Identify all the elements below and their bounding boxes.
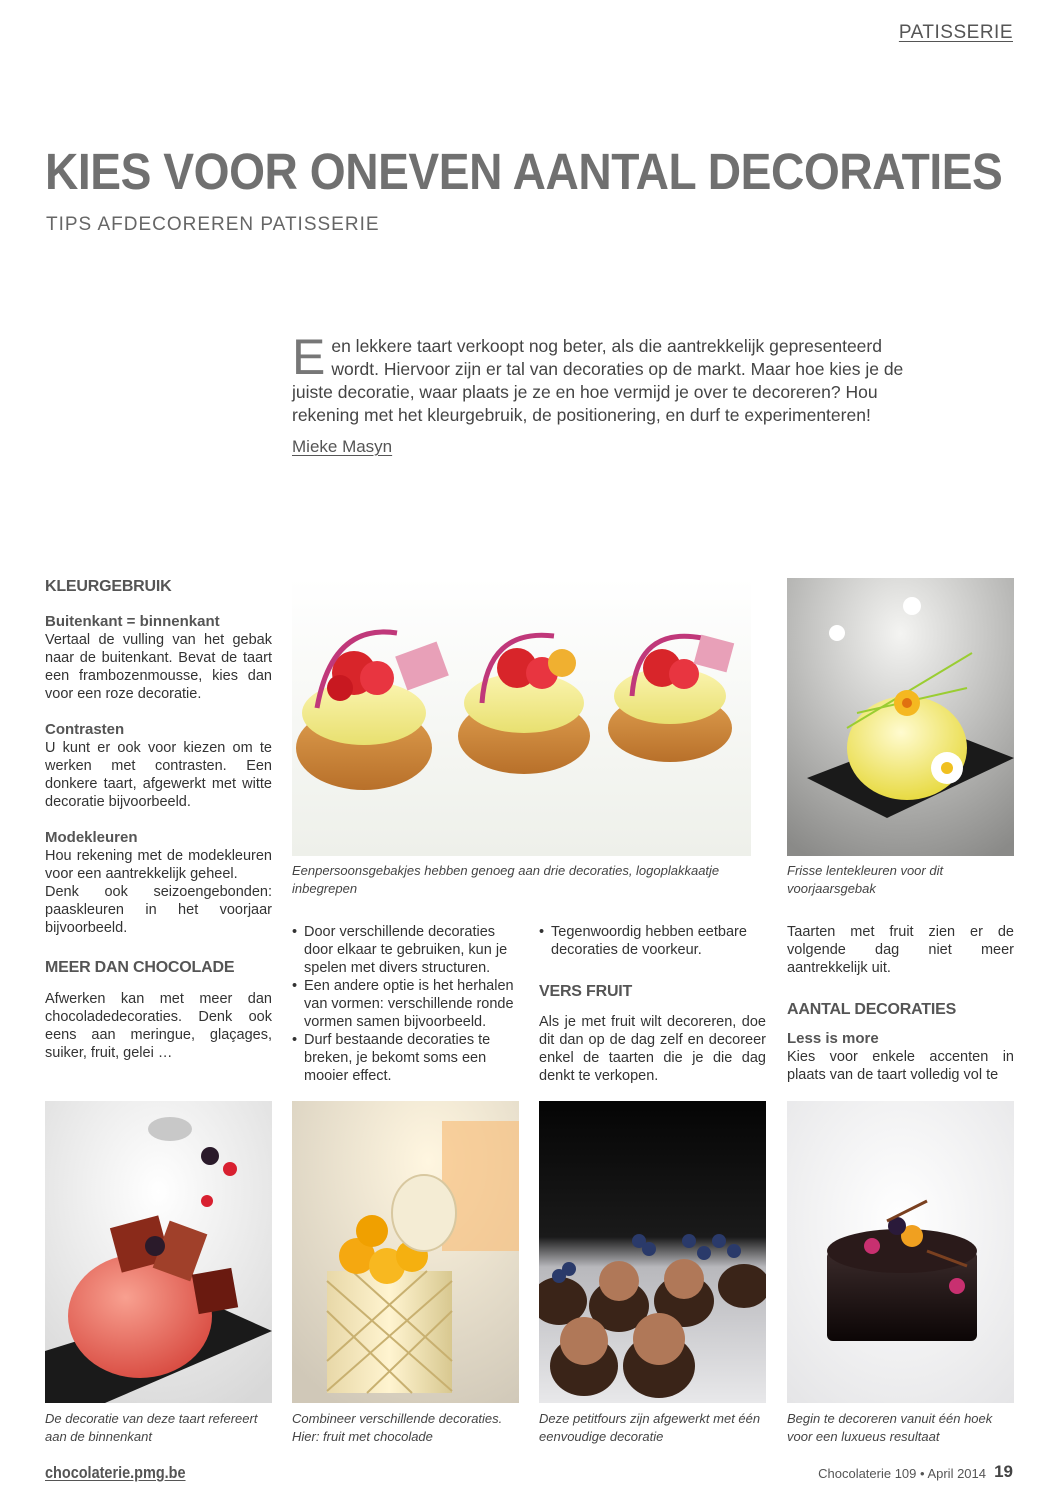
bullet-item: • Durf bestaande decoraties te breken, je bekomt soms een mooier effect. (292, 1031, 519, 1085)
page-number: 19 (994, 1462, 1013, 1481)
caption-spring-dome: Frisse lentekleuren voor dit voorjaarsgebak (787, 863, 944, 896)
subheading-buitenkant: Buitenkant = binnenkant (45, 613, 220, 630)
photo-pink-dome (45, 1101, 272, 1403)
intro-text: en lekkere taart verkoopt nog beter, als die aantrekkelijk gepresenteerd wordt. Hiervoor zijn er tal van decoraties op de markt. Maar hoe kies je de juiste decoratie, waar plaats je ze en hoe vermijd je over te decoreren? Hou rekening met het kleurgebruik, de positionering, en durf te experimenteren! (292, 336, 904, 425)
caption-white-chocolate-cup: Combineer verschillende decoraties. Hier: fruit met chocolade (292, 1411, 503, 1444)
footer-website-link[interactable]: chocolaterie.pmg.be (45, 1463, 186, 1482)
photo-dark-glazed-cake (787, 1101, 1014, 1403)
section-tag: PATISSERIE (898, 22, 1013, 43)
text-fruit-volgende-dag: Taarten met fruit zien er de volgende dag niet meer aantrekkelijk uit. (787, 924, 1014, 976)
text-meer-dan-chocolade: Afwerken kan met meer dan chocoladedecoraties. Denk ook eens aan meringue, glaçages, suiker, fruit, gelei … (45, 991, 272, 1061)
heading-kleurgebruik: KLEURGEBRUIK (45, 578, 172, 595)
photo-white-chocolate-cup (292, 1101, 519, 1403)
text-modekleuren: Hou rekening met de modekleuren voor een aantrekkelijk geheel. (45, 848, 272, 882)
text-vers-fruit: Als je met fruit wilt decoreren, doe dit dan op de dag zelf en decoreer enkel de taarten die je die dag denkt te verkopen. (539, 1014, 766, 1084)
photo-petitfours (539, 1101, 766, 1403)
text-buitenkant: Vertaal de vulling van het gebak naar de buitenkant. Bevat de taart een frambozenmousse, kies dan voor een roze decoratie. (45, 632, 272, 702)
column-kleurgebruik (45, 578, 272, 1062)
photo-tartlets (292, 578, 751, 856)
caption-petitfours: Deze petitfours zijn afgewerkt met één eenvoudige decoratie (539, 1411, 761, 1444)
intro-dropcap: E (292, 329, 326, 385)
subheading-contrasten: Contrasten (45, 721, 125, 738)
heading-meer-dan-chocolade: MEER DAN CHOCOLADE (45, 959, 235, 976)
article-subtitle: TIPS AFDECOREREN PATISSERIE (46, 214, 380, 235)
intro-paragraph (292, 329, 932, 427)
column-vers-fruit (539, 923, 766, 1085)
article-title: KIES VOOR ONEVEN AANTAL DECORATIES (45, 143, 1003, 200)
caption-pink-dome: De decoratie van deze taart refereert aan de binnenkant (45, 1411, 258, 1444)
caption-tartlets: Eenpersoonsgebakjes hebben genoeg aan drie decoraties, logoplakkaatje inbegrepen (292, 863, 720, 896)
author-byline: Mieke Masyn (292, 437, 393, 456)
text-less-is-more: Kies voor enkele accenten in plaats van de taart volledig vol te (787, 1049, 1014, 1083)
subheading-modekleuren: Modekleuren (45, 829, 138, 846)
heading-vers-fruit: VERS FRUIT (539, 983, 633, 1000)
caption-dark-glazed-cake: Begin te decoreren vanuit één hoek voor een luxueus resultaat (787, 1411, 993, 1444)
text-contrasten: U kunt er ook voor kiezen om te werken met contrasten. Een donkere taart, afgewerkt met witte decoratie bijvoorbeeld. (45, 740, 272, 810)
column-aantal-decoraties (787, 923, 1014, 1084)
photo-spring-dome (787, 578, 1014, 856)
bullet-item: • Door verschillende decoraties door elkaar te gebruiken, kun je spelen met divers structuren. (292, 923, 519, 977)
bullet-item: • Een andere optie is het herhalen van vormen: verschillende ronde vormen samen bijvoorbeeld. (292, 977, 519, 1031)
column-bullets (292, 923, 519, 1085)
footer-issue-info: Chocolaterie 109 • April 2014 (818, 1466, 986, 1481)
heading-aantal-decoraties: AANTAL DECORATIES (787, 1001, 957, 1018)
bullet-item: • Tegenwoordig hebben eetbare decoraties de voorkeur. (539, 923, 766, 959)
text-seizoen: Denk ook seizoengebonden: paaskleuren in het voorjaar bijvoorbeeld. (45, 884, 272, 936)
subheading-less-is-more: Less is more (787, 1030, 879, 1047)
